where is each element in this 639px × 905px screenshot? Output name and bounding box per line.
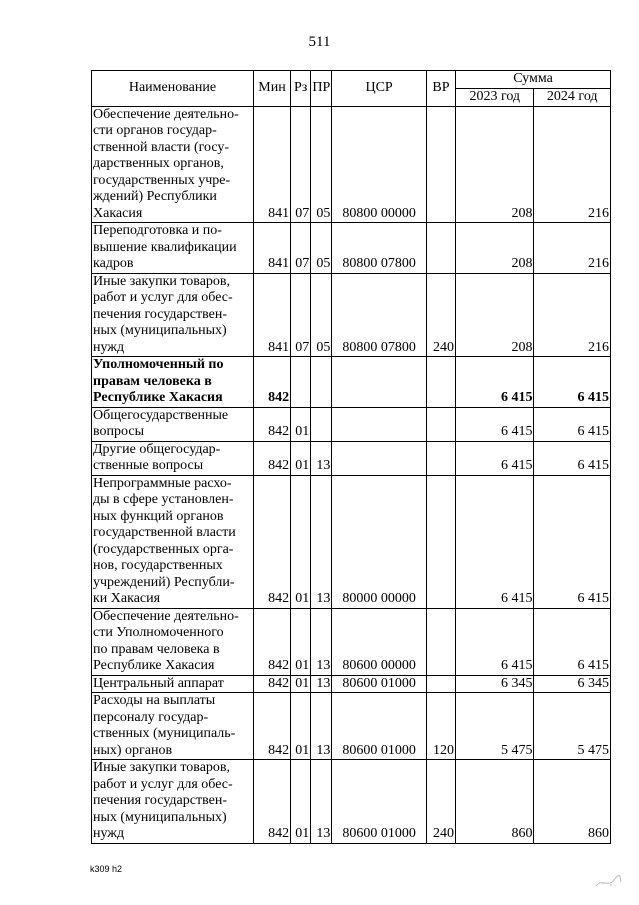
row-name-line: Республике Хакасия (93, 390, 223, 405)
row-name-line: вышение квалификации (93, 239, 237, 255)
row-name-line: ждений) Республики (93, 189, 217, 204)
row-pr (311, 407, 332, 441)
table-header (92, 71, 611, 107)
row-name-line: государственной власти (93, 525, 236, 540)
row-name-line: Республике Хакасия (93, 658, 215, 673)
row-name-line: учреждений) Республи- (93, 574, 235, 590)
budget-table (91, 70, 611, 844)
page-number: 511 (308, 34, 331, 50)
row-name (92, 357, 254, 408)
row-min: 842 (253, 441, 290, 475)
row-min: 842 (253, 608, 290, 675)
row-sum-2024: 216 (534, 273, 611, 357)
row-name-line: Общегосударственные (93, 407, 229, 423)
row-sum-2024: 860 (534, 760, 611, 844)
row-name-line: ственных (муниципаль- (93, 726, 236, 741)
table-row (92, 441, 611, 475)
row-name (92, 693, 254, 760)
row-name-line: ных) органов (93, 742, 173, 758)
row-sum-2023: 208 (456, 106, 534, 223)
row-name (92, 273, 254, 357)
header-vr: ВР (426, 71, 455, 107)
header-name: Наименование (92, 71, 254, 107)
row-sum-2024: 5 475 (534, 693, 611, 760)
row-name-line: работ и услуг для обес- (93, 290, 233, 305)
header-year-2023: 2023 год (456, 88, 534, 106)
row-name-line: ных (муниципальных) (93, 323, 227, 338)
row-name-line: Другие общегосудар- (93, 441, 221, 457)
row-name-line: вопросы (93, 424, 144, 439)
row-name-line: (государственных орга- (93, 541, 234, 557)
row-name-line: Обеспечение деятельно- (93, 608, 239, 624)
row-min: 841 (253, 223, 290, 274)
table-row (92, 407, 611, 441)
row-name (92, 223, 254, 274)
row-min: 842 (253, 760, 290, 844)
row-pr: 13 (311, 675, 332, 693)
row-sum-2023: 6 415 (456, 441, 534, 475)
row-rz: 01 (291, 693, 311, 760)
header-year-2024: 2024 год (534, 88, 611, 106)
row-name-line: нужд (93, 339, 125, 355)
row-sum-2023: 6 345 (456, 675, 534, 693)
row-min: 842 (253, 357, 290, 408)
header-sum: Сумма (456, 71, 611, 89)
row-rz (291, 357, 311, 408)
table-row (92, 693, 611, 760)
row-pr: 05 (311, 106, 332, 223)
row-name-line: Расходы на выплаты (93, 693, 216, 708)
row-name-line: правам человека в (93, 373, 212, 389)
row-rz: 01 (291, 407, 311, 441)
row-name-line: нужд (93, 826, 125, 841)
table-row (92, 357, 611, 408)
table-row (92, 760, 611, 844)
row-min: 841 (253, 273, 290, 357)
row-name-line: сти Уполномоченного (93, 625, 224, 640)
row-sum-2024: 6 415 (534, 475, 611, 608)
row-rz: 07 (291, 273, 311, 357)
footer-code: k309 h2 (90, 864, 123, 874)
row-name-line: Иные закупки товаров, (93, 273, 231, 289)
row-rz: 01 (291, 675, 311, 693)
row-name-line: дарственных органов, (93, 156, 224, 171)
row-rz: 01 (291, 608, 311, 675)
table-row (92, 475, 611, 608)
row-csr: 80800 07800 (332, 273, 427, 357)
row-vr: 240 (426, 760, 455, 844)
row-min: 842 (253, 407, 290, 441)
row-sum-2023: 208 (456, 273, 534, 357)
row-min: 841 (253, 106, 290, 223)
row-pr (311, 357, 332, 408)
corner-mark-icon (594, 872, 622, 890)
row-sum-2024: 6 415 (534, 407, 611, 441)
row-csr (332, 441, 427, 475)
row-name-line: Центральный аппарат (93, 675, 224, 691)
row-csr (332, 357, 427, 408)
row-sum-2023: 6 415 (456, 608, 534, 675)
row-sum-2023: 6 415 (456, 357, 534, 408)
row-name-line: кадров (93, 256, 134, 271)
row-pr: 13 (311, 608, 332, 675)
row-name (92, 441, 254, 475)
row-csr: 80600 00000 (332, 608, 427, 675)
row-sum-2023: 6 415 (456, 407, 534, 441)
row-name-line: ных (муниципальных) (93, 809, 227, 825)
row-sum-2024: 6 415 (534, 608, 611, 675)
row-name (92, 608, 254, 675)
table-body (92, 106, 611, 843)
row-vr (426, 106, 455, 223)
row-sum-2024: 6 345 (534, 675, 611, 693)
row-name-line: ды в сфере установлен- (93, 492, 234, 507)
row-sum-2023: 5 475 (456, 693, 534, 760)
row-name-line: сти органов государ- (93, 123, 217, 138)
row-csr: 80800 00000 (332, 106, 427, 223)
table-row (92, 273, 611, 357)
row-name (92, 106, 254, 223)
row-name-line: нов, государственных (93, 558, 223, 573)
row-csr: 80800 07800 (332, 223, 427, 274)
row-name-line: ственной власти (госу- (93, 139, 230, 155)
row-name-line: печения государствен- (93, 793, 227, 808)
row-pr: 05 (311, 223, 332, 274)
row-rz: 01 (291, 441, 311, 475)
row-name-line: работ и услуг для обес- (93, 776, 233, 792)
row-name-line: Переподготовка и по- (93, 223, 222, 238)
row-name-line: государственных учре- (93, 172, 231, 188)
row-rz: 07 (291, 106, 311, 223)
row-name-line: персоналу государ- (93, 709, 209, 725)
header-rz: Рз (291, 71, 311, 107)
row-vr (426, 223, 455, 274)
header-csr: ЦСР (332, 71, 427, 107)
row-pr: 13 (311, 760, 332, 844)
row-name-line: Непрограммные расхо- (93, 475, 232, 491)
row-name-line: ственные вопросы (93, 458, 204, 473)
row-vr (426, 441, 455, 475)
row-name-line: ки Хакасия (93, 591, 161, 606)
row-name-line: ных функций органов (93, 508, 224, 524)
table-row (92, 675, 611, 693)
row-pr: 13 (311, 693, 332, 760)
row-csr (332, 407, 427, 441)
row-sum-2024: 6 415 (534, 357, 611, 408)
row-name-line: Уполномоченный по (93, 357, 224, 372)
row-vr (426, 357, 455, 408)
row-vr: 240 (426, 273, 455, 357)
row-name-line: по правам человека в (93, 641, 220, 657)
header-min: Мин (253, 71, 290, 107)
row-min: 842 (253, 693, 290, 760)
row-min: 842 (253, 675, 290, 693)
row-sum-2023: 6 415 (456, 475, 534, 608)
row-sum-2023: 208 (456, 223, 534, 274)
row-sum-2024: 216 (534, 106, 611, 223)
row-vr (426, 475, 455, 608)
row-name (92, 675, 254, 693)
row-sum-2024: 6 415 (534, 441, 611, 475)
row-min: 842 (253, 475, 290, 608)
row-sum-2024: 216 (534, 223, 611, 274)
header-pr: ПР (311, 71, 332, 107)
row-pr: 13 (311, 475, 332, 608)
row-name-line: Обеспечение деятельно- (93, 106, 239, 122)
row-csr: 80600 01000 (332, 693, 427, 760)
table-row (92, 106, 611, 223)
row-name (92, 407, 254, 441)
row-name (92, 760, 254, 844)
row-rz: 01 (291, 760, 311, 844)
row-pr: 05 (311, 273, 332, 357)
row-name-line: печения государствен- (93, 306, 227, 322)
row-sum-2023: 860 (456, 760, 534, 844)
table-row (92, 608, 611, 675)
row-rz: 07 (291, 223, 311, 274)
row-vr (426, 407, 455, 441)
row-vr (426, 608, 455, 675)
row-name (92, 475, 254, 608)
row-vr: 120 (426, 693, 455, 760)
row-pr: 13 (311, 441, 332, 475)
row-name-line: Хакасия (93, 205, 143, 221)
row-name-line: Иные закупки товаров, (93, 760, 231, 775)
row-csr: 80600 01000 (332, 760, 427, 844)
row-rz: 01 (291, 475, 311, 608)
row-csr: 80600 01000 (332, 675, 427, 693)
table-row (92, 223, 611, 274)
row-vr (426, 675, 455, 693)
row-csr: 80000 00000 (332, 475, 427, 608)
